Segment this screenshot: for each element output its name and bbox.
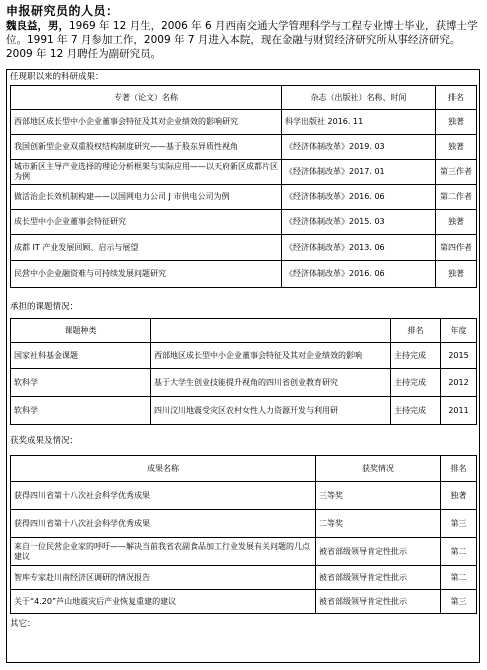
research-rank-cell: 第四作者 (436, 235, 477, 261)
research-journal-cell: 《经济体制改革》2013. 06 (282, 235, 436, 261)
research-title-cell: 城市新区主导产业选择的理论分析框架与实际应用——以天府新区成都片区为例 (11, 160, 282, 185)
award-title-cell: 智库专家赴川南经济区调研的情况报告 (11, 566, 316, 590)
table-row (11, 210, 477, 235)
table-row (11, 566, 477, 590)
research-title-cell: 我国创新型企业双重股权结构制度研究——基于股东异质性视角 (11, 135, 282, 160)
awards-section-title: 获奖成果及情况： (10, 436, 79, 446)
award-rank-cell: 第二 (441, 566, 477, 590)
table-row (11, 538, 477, 566)
project-rank-cell: 主持完成 (391, 343, 441, 369)
table-row (11, 261, 477, 288)
research-rank-cell: 独著 (436, 110, 477, 135)
projects-header-row (11, 319, 477, 343)
research-rank-cell: 独著 (436, 135, 477, 160)
research-title-cell: 做活治企长效机制构建——以国网电力公司 J 市供电公司为例 (11, 185, 282, 210)
award-title-cell: 获得四川省第十八次社会科学优秀成果 (11, 482, 316, 510)
table-row (11, 185, 477, 210)
table-row (11, 397, 477, 425)
table-row (11, 135, 477, 160)
research-journal-cell: 《经济体制改革》2017. 01 (282, 160, 436, 185)
research-title-cell: 西部地区成长型中小企业董事会特征及其对企业绩效的影响研究 (11, 110, 282, 135)
award-title-cell: 获得四川省第十八次社会科学优秀成果 (11, 510, 316, 538)
project-title-cell: 西部地区成长型中小企业董事会特征及其对企业绩效的影响 (151, 343, 391, 369)
award-status-cell: 被省部级领导肯定性批示 (316, 590, 441, 614)
applicant-bio-text: 1969 年 12 月生，2006 年 6 月西南交通大学管理科学与工程专业博士毕业，获博士学位。1991 年 7 月参加工作，2009 年 7 月进入本院，现在金融与财贸经济研究所从事经济研究。2009 年 12 月聘任为副研究员。 (6, 20, 478, 60)
research-journal-cell: 科学出版社 2016. 11 (282, 110, 436, 135)
project-title-cell: 基于大学生创业技能提升视角的四川省创业教育研究 (151, 369, 391, 397)
award-title-cell: 来自一位民营企业家的呼吁——解决当前我省农副食品加工行业发展有关问题的几点建议 (11, 538, 316, 566)
other-section-title: 其它： (10, 619, 36, 629)
award-title-cell: 关于“4.20”芦山地震灾后产业恢复重建的建议 (11, 590, 316, 614)
awards-col-title: 成果名称 (11, 456, 316, 482)
table-row (11, 369, 477, 397)
awards-header-row (11, 456, 477, 482)
applicant-header (6, 4, 482, 61)
projects-col-title (151, 319, 391, 343)
research-section-title: 任现职以来的科研成果： (10, 72, 104, 82)
awards-col-rank: 排名 (441, 456, 477, 482)
project-rank-cell: 主持完成 (391, 397, 441, 425)
table-row (11, 343, 477, 369)
research-journal-cell: 《经济体制改革》2019. 03 (282, 135, 436, 160)
research-title-cell: 民营中小企业融资难与可持续发展问题研究 (11, 261, 282, 288)
research-rank-cell: 第三作者 (436, 160, 477, 185)
research-col-rank: 排名 (436, 86, 477, 110)
research-rank-cell: 第二作者 (436, 185, 477, 210)
research-col-title: 专著（论文）名称 (11, 86, 282, 110)
table-row (11, 510, 477, 538)
awards-col-status: 获奖情况 (316, 456, 441, 482)
research-table (10, 85, 477, 288)
award-rank-cell: 第三 (441, 590, 477, 614)
projects-section-title: 承担的课题情况： (10, 302, 79, 312)
table-row (11, 160, 477, 185)
research-rank-cell: 独著 (436, 261, 477, 288)
award-status-cell: 二等奖 (316, 510, 441, 538)
research-journal-cell: 《经济体制改革》2016. 06 (282, 261, 436, 288)
table-row (11, 235, 477, 261)
research-title-cell: 成都 IT 产业发展回顾、启示与展望 (11, 235, 282, 261)
project-type-cell: 软科学 (11, 369, 151, 397)
research-col-journal: 杂志（出版社）名称、时间 (282, 86, 436, 110)
page-title: 申报研究员的人员： (6, 4, 119, 18)
project-year-cell: 2012 (441, 369, 477, 397)
projects-table (10, 318, 477, 425)
awards-table (10, 455, 477, 614)
table-row (11, 482, 477, 510)
award-status-cell: 被省部级领导肯定性批示 (316, 566, 441, 590)
applicant-bio (6, 19, 482, 61)
project-title-cell: 四川汶川地震受灾区农村女性人力资源开发与利用研 (151, 397, 391, 425)
table-row (11, 590, 477, 614)
award-rank-cell: 第三 (441, 510, 477, 538)
project-type-cell: 国家社科基金课题 (11, 343, 151, 369)
award-status-cell: 三等奖 (316, 482, 441, 510)
research-title-cell: 成长型中小企业董事会特征研究 (11, 210, 282, 235)
award-rank-cell: 独著 (441, 482, 477, 510)
table-row (11, 110, 477, 135)
project-rank-cell: 主持完成 (391, 369, 441, 397)
research-journal-cell: 《经济体制改革》2015. 03 (282, 210, 436, 235)
projects-col-type: 课题种类 (11, 319, 151, 343)
applicant-name: 魏良益，男， (6, 20, 69, 32)
project-year-cell: 2011 (441, 397, 477, 425)
award-rank-cell: 第二 (441, 538, 477, 566)
research-rank-cell: 独著 (436, 210, 477, 235)
research-header-row (11, 86, 477, 110)
project-type-cell: 软科学 (11, 397, 151, 425)
project-year-cell: 2015 (441, 343, 477, 369)
projects-col-year: 年度 (441, 319, 477, 343)
award-status-cell: 被省部级领导肯定性批示 (316, 538, 441, 566)
projects-col-rank: 排名 (391, 319, 441, 343)
research-journal-cell: 《经济体制改革》2016. 06 (282, 185, 436, 210)
